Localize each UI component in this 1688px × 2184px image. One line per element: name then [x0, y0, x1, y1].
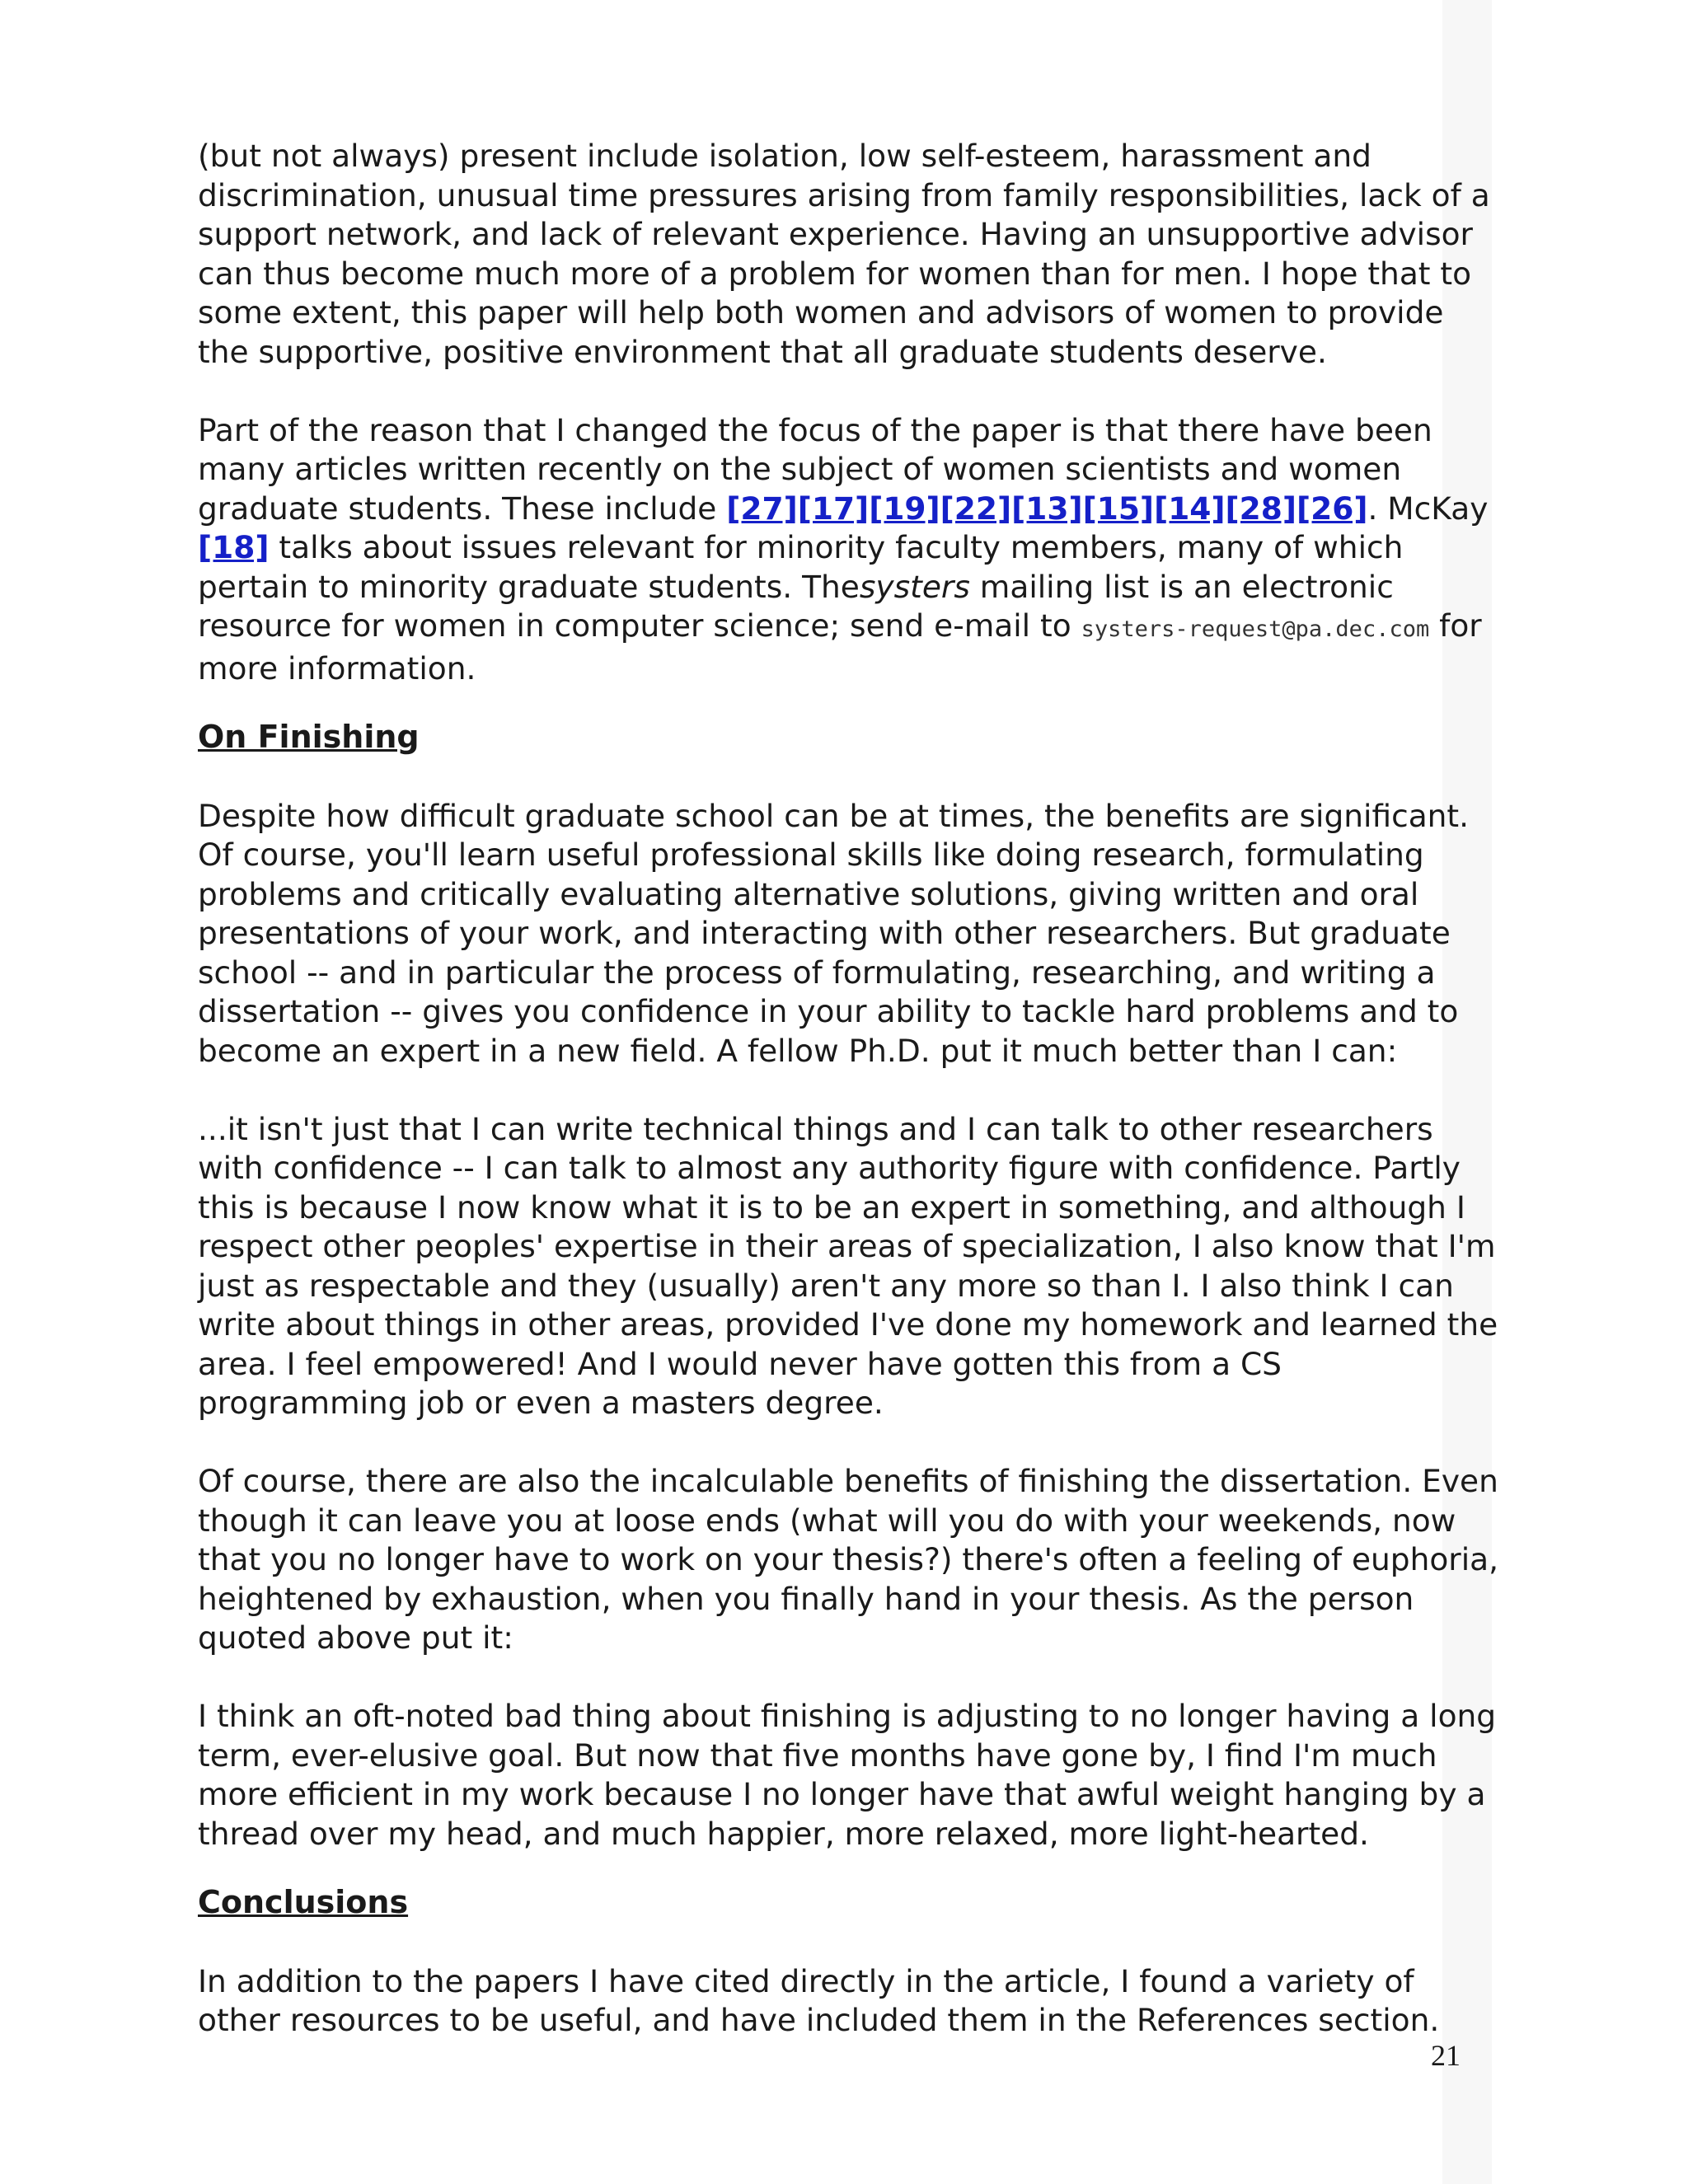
citation-link-26[interactable]: [26]	[1296, 490, 1368, 527]
quote-five-months: I think an oft-noted bad thing about finishing is adjusting to no longer having a long term, ever-elusive goal. But now that five months have gone by, I find I'm much more efficient in my work because I no longer have that awful weight hanging by a thread over my head, and much happier, more relaxed, more light-hearted.	[198, 1698, 1497, 1852]
section-heading-conclusions: Conclusions	[198, 1884, 409, 1920]
paragraph-finishing-euphoria: Of course, there are also the incalculable benefits of finishing the dissertation. Even though it can leave you at loose ends (what will you do with your weekends, now that you no longer have to work on your thesis?) there's often a feeling of euphoria, heightened by exhaustion, when you finally hand in your thesis. As the person quoted above put it:	[198, 1463, 1499, 1656]
citation-link-27[interactable]: [27]	[726, 490, 798, 527]
page-number: 21	[1431, 2039, 1461, 2072]
focus-text-1: Part of the reason that I changed the focus of the paper is that there have been many articles written recently on the subject of women scientists and women graduate students. These include	[198, 411, 1432, 527]
paragraph-conclusions: In addition to the papers I have cited directly in the article, I found a variety of other resources to be useful, and have included them in the References section.	[198, 1962, 1440, 2038]
citation-link-14[interactable]: [14]	[1154, 490, 1226, 527]
citation-link-19[interactable]: [19]	[869, 490, 940, 527]
citation-link-18[interactable]: [18]	[198, 529, 270, 565]
focus-text-3: talks about issues relevant for minority faculty members, many of which pertain to minority graduate students. The	[198, 529, 1404, 605]
focus-text-2: . McKay	[1367, 490, 1489, 527]
email-address: systers-request@pa.dec.com	[1081, 616, 1430, 642]
citation-link-22[interactable]: [22]	[940, 490, 1012, 527]
focus-text-5: for more information.	[198, 607, 1482, 687]
section-heading-on-finishing: On Finishing	[198, 719, 420, 755]
document-body	[198, 137, 1500, 2041]
paragraph-finishing-benefits: Despite how difficult graduate school can be at times, the benefits are significant. Of course, you'll learn useful professional skills like doing research, formulating problems and critically evaluating alternative solutions, giving written and oral presentations of your work, and interacting with other researchers. But graduate school -- and in particular the process of formulating, researching, and writing a dissertation -- gives you confidence in your ability to tackle hard problems and to become an expert in a new field. A fellow Ph.D. put it much better than I can:	[198, 797, 1470, 1069]
citation-link-17[interactable]: [17]	[797, 490, 870, 527]
paragraph-intro-continuation: (but not always) present include isolation, low self-esteem, harassment and discrimination, unusual time pressures arising from family responsibilities, lack of a support network, and lack of relevant experience. Having an unsupportive advisor can thus become much more of a problem for women than for men. I hope that to some extent, this paper will help both women and advisors of women to provide the supportive, positive environment that all graduate students deserve.	[198, 138, 1490, 370]
citation-link-15[interactable]: [15]	[1082, 490, 1155, 527]
paragraph-focus	[198, 411, 1500, 689]
citation-link-13[interactable]: [13]	[1011, 490, 1083, 527]
quote-empowered: ...it isn't just that I can write technical things and I can talk to other researchers with confidence -- I can talk to almost any authority figure with confidence. Partly this is because I now know what it is to be an expert in something, and although I respect other peoples' expertise in their areas of specialization, I also know that I'm just as respectable and they (usually) aren't any more so than I. I also think I can write about things in other areas, provided I've done my homework and learned the area. I feel empowered! And I would never have gotten this from a CS programming job or even a masters degree.	[198, 1110, 1498, 1421]
focus-text-4: mailing list is an electronic resource for women in computer science; send e-mail to	[198, 568, 1394, 644]
systers-term: systers	[859, 568, 970, 605]
citation-link-28[interactable]: [28]	[1225, 490, 1296, 527]
